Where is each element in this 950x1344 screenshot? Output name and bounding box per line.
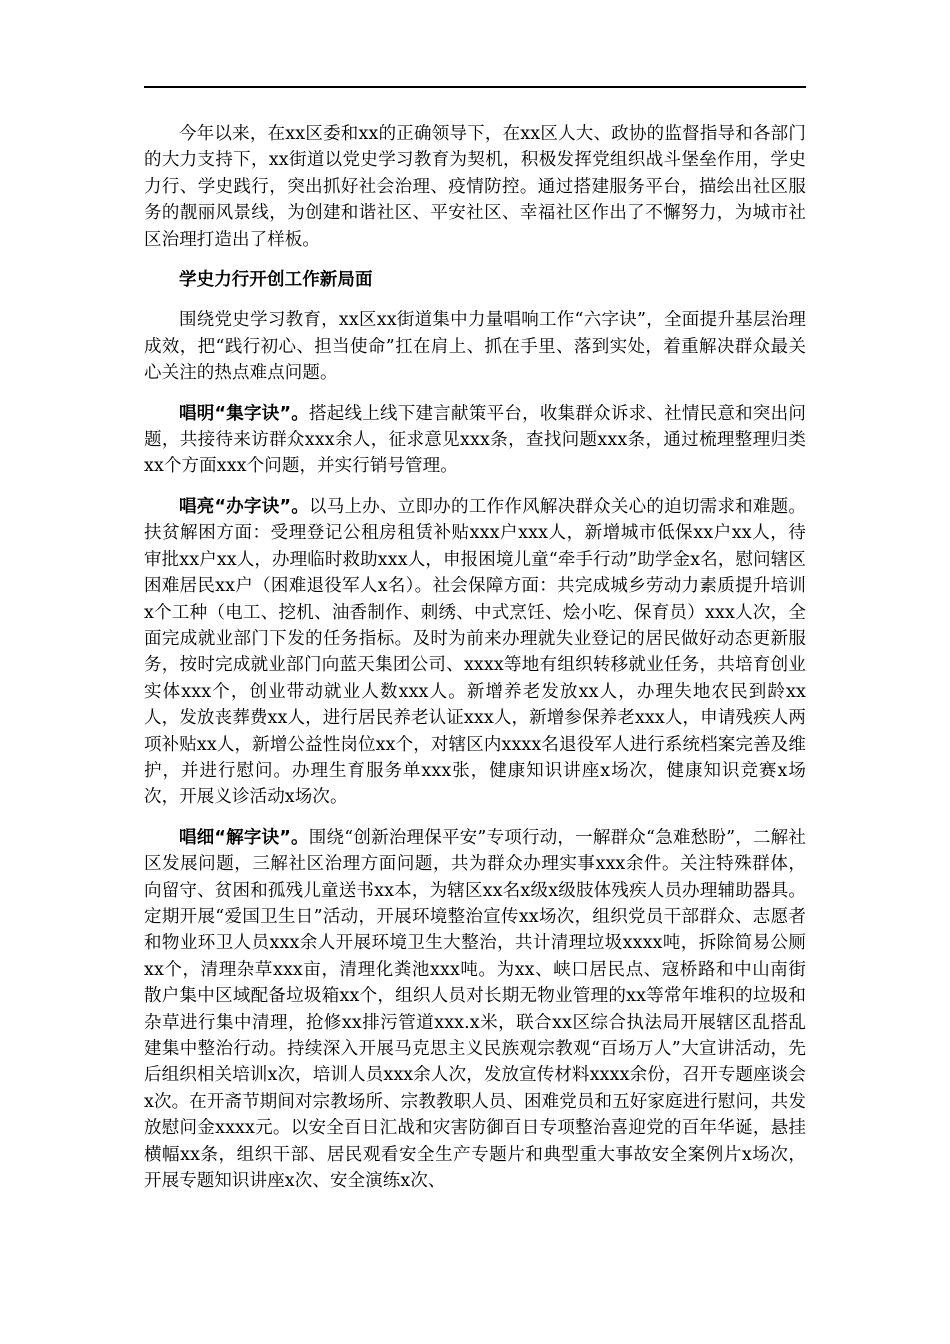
paragraph-lead: 唱亮“办字诀”。 <box>179 496 310 517</box>
paragraph-lead: 唱明“集字诀”。 <box>179 403 310 424</box>
jie-zi-jue-paragraph <box>144 825 806 1195</box>
paragraph-text: 围绕“创新治理保平安”专项行动，一解群众“急难愁盼”，二解社区发展问题，三解社区治理方面问题，共为群众办理实事xxx余件。关注特殊群体，向留守、贫困和孤残儿童送书xx本，为辖区xx名x级x级肢体残疾人员办理辅助器具。定期开展“爱国卫生日”活动，开展环境整治宣传xx场次，组织党员干部群众、志愿者和物业环卫人员xxx余人开展环境卫生大整治，共计清理垃圾xxxx吨，拆除简易公厕xx个，清理杂草xxx亩，清理化粪池xxx吨。为xx、峡口居民点、寇桥路和中山南街散户集中区域配备垃圾箱xx个，组织人员对长期无物业管理的xx等常年堆积的垃圾和杂草进行集中清理，抢修xx排污管道xxx.x米，联合xx区综合执法局开展辖区乱搭乱建集中整治行动。持续深入开展马克思主义民族观宗教观“百场万人”大宣讲活动，先后组织相关培训x次，培训人员xxx余人次，发放宣传材料xxxx余份，召开专题座谈会x次。在开斋节期间对宗教场所、宗教教职人员、困难党员和五好家庭进行慰问，共发放慰问金xxxx元。以安全百日汇战和灾害防御百日专项整治喜迎党的百年华诞，悬挂横幅xx条，组织干部、居民观看安全生产专题片和典型重大事故安全案例片x场次，开展专题知识讲座x次、安全演练x次、 <box>144 827 806 1192</box>
paragraph-text: 今年以来，在xx区委和xx的正确领导下，在xx区人大、政协的监督指导和各部门的大力支持下，xx街道以党史学习教育为契机，积极发挥党组织战斗堡垒作用，学史力行、学史践行，突出抓好社会治理、疫情防控。通过搭建服务平台，描绘出社区服务的靓丽风景线，为创建和谐社区、平安社区、幸福社区作出了不懈努力，为城市社区治理打造出了样板。 <box>144 124 806 250</box>
section-heading-text: 学史力行开创工作新局面 <box>179 270 373 291</box>
paragraph-text: 围绕党史学习教育，xx区xx街道集中力量唱响工作“六字诀”，全面提升基层治理成效，把“践行初心、担当使命”扛在肩上、抓在手里、落到实处，着重解决群众最关心关注的热点难点问题。 <box>144 310 806 384</box>
document-body <box>144 121 806 1194</box>
paragraph-lead: 唱细“解字诀”。 <box>179 827 309 848</box>
paragraph-text: 搭起线上线下建言献策平台，收集群众诉求、社情民意和突出问题，共接待来访群众xxx余人，征求意见xxx条，查找问题xxx条，通过梳理整理归类xx个方面xxx个问题，并实行销号管理。 <box>144 403 806 477</box>
header-rule <box>144 86 806 88</box>
section-heading <box>144 267 806 293</box>
ji-zi-jue-paragraph <box>144 401 806 480</box>
intro-paragraph <box>144 121 806 253</box>
section-intro-paragraph <box>144 307 806 386</box>
ban-zi-jue-paragraph <box>144 494 806 811</box>
paragraph-text: 以马上办、立即办的工作作风解决群众关心的迫切需求和难题。扶贫解困方面：受理登记公租房租赁补贴xxx户xxx人，新增城市低保xx户xx人，待审批xx户xx人，办理临时救助xxx人，申报困境儿童“牵手行动”助学金x名，慰问辖区困难居民xx户（困难退役军人x名）。社会保障方面：共完成城乡劳动力素质提升培训x个工种（电工、挖机、油香制作、刺绣、中式烹饪、烩小吃、保育员）xxx人次，全面完成就业部门下发的任务指标。及时为前来办理就失业登记的居民做好动态更新服务，按时完成就业部门向蓝天集团公司、xxxx等地有组织转移就业任务，共培育创业实体xxx个，创业带动就业人数xxx人。新增养老发放xx人，办理失地农民到龄xx人，发放丧葬费xx人，进行居民养老认证xxx人，新增参保养老xxx人，申请残疾人两项补贴xx人，新增公益性岗位xx个，对辖区内xxxx名退役军人进行系统档案完善及维护，并进行慰问。办理生育服务单xxx张，健康知识讲座x场次，健康知识竞赛x场次，开展义诊活动x场次。 <box>144 496 806 808</box>
